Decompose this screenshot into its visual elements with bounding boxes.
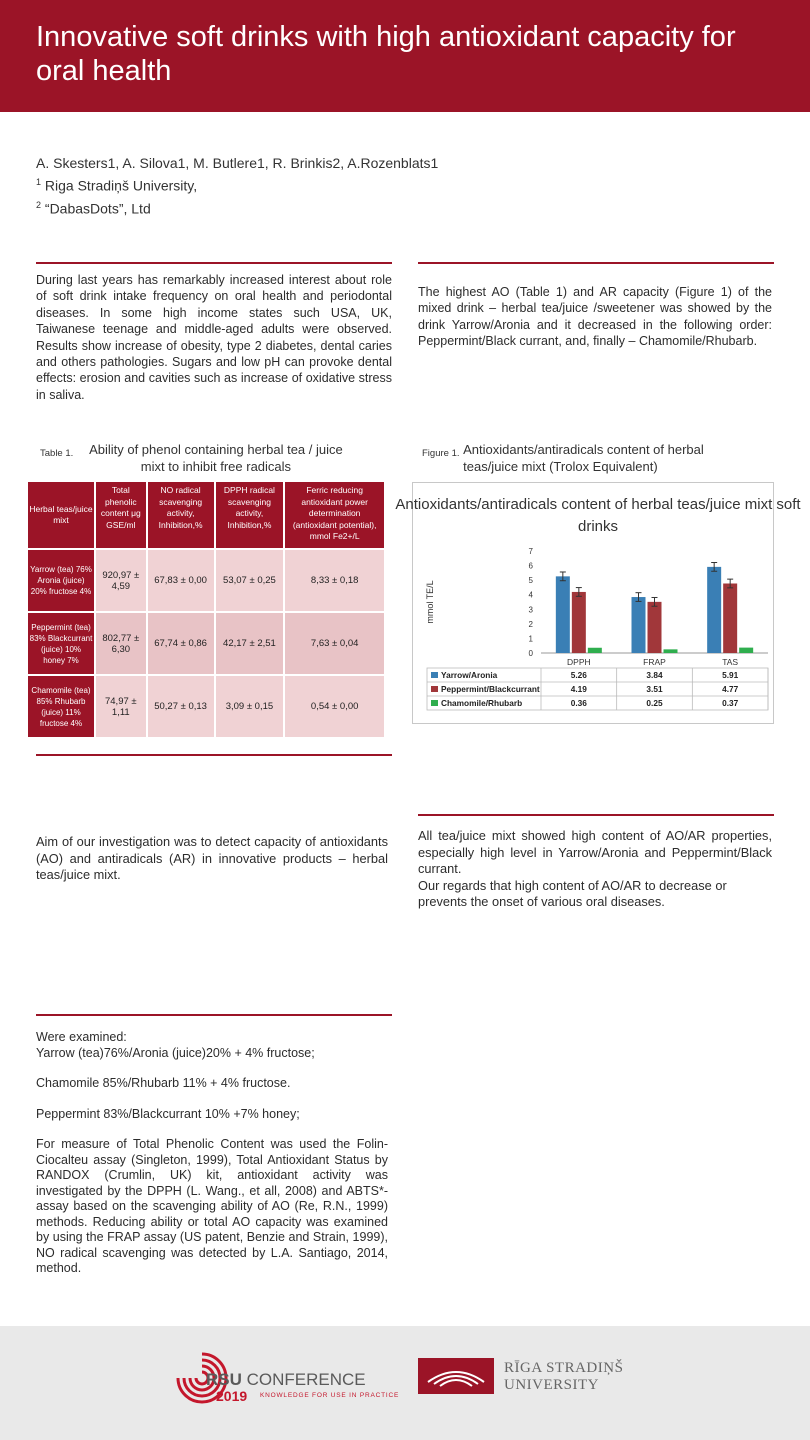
section-divider — [36, 754, 392, 756]
table-1 — [26, 480, 386, 739]
legend-series-name: Yarrow/Aronia — [441, 670, 498, 680]
table-header-row — [28, 482, 384, 548]
legend-series-name: Peppermint/Blackcurrant — [441, 684, 540, 694]
y-tick-label: 5 — [528, 576, 533, 586]
y-tick-label: 1 — [528, 634, 533, 644]
row-label: Chamomile (tea) 85% Rhubarb (juice) 11% fructose 4% — [28, 676, 94, 737]
x-tick-label: DPPH — [567, 657, 591, 667]
y-axis-label: mmol TE/L — [425, 580, 435, 624]
header-dpph: DPPH radical scavenging activity, Inhibition,% — [216, 482, 284, 548]
section-divider — [418, 262, 774, 264]
header-herbal-mix: Herbal teas/juice mixt — [28, 482, 94, 548]
table-cell: 7,63 ± 0,04 — [285, 613, 384, 674]
chart-bar — [723, 583, 737, 653]
table-cell: 0,54 ± 0,00 — [285, 676, 384, 737]
table-row — [28, 613, 384, 674]
title-banner — [0, 0, 810, 112]
table-row — [28, 550, 384, 611]
data-label: 3.51 — [646, 684, 663, 694]
conference-tagline: KNOWLEDGE FOR USE IN PRACTICE — [260, 1392, 400, 1399]
table-cell: 67,74 ± 0,86 — [148, 613, 214, 674]
figure-1-chart — [395, 482, 801, 724]
data-label: 0.25 — [646, 698, 663, 708]
results-text: The highest AO (Table 1) and AR capacity (Figure 1) of the mixed drink – herbal tea/juice /sweetener was showed by the drink Yarrow/Aronia and it decreased in the following order: Peppermint/Black currant, and, finally – Chamomile/Rhubarb. — [418, 285, 772, 349]
conference-year: 2019 — [216, 1388, 248, 1404]
conclusion-text: Our regards that high content of AO/AR to decrease or prevents the onset of various oral diseases. — [418, 877, 727, 910]
author-names: A. Skesters1, A. Silova1, M. Butlere1, R. Brinkis2, A.Rozenblats1 — [36, 155, 439, 171]
data-label: 4.77 — [722, 684, 739, 694]
table-cell: 802,77 ± 6,30 — [96, 613, 146, 674]
y-tick-label: 4 — [528, 590, 533, 600]
methods-line: Chamomile 85%/Rhubarb 11% + 4% fructose. — [36, 1076, 291, 1090]
table-cell: 50,27 ± 0,13 — [148, 676, 214, 737]
x-tick-label: TAS — [722, 657, 739, 667]
chart-bar — [707, 567, 721, 653]
table-cell: 67,83 ± 0,00 — [148, 550, 214, 611]
chart-bar — [556, 576, 570, 653]
methods-body: For measure of Total Phenolic Content was used the Folin-Ciocalteu assay (Singleton, 1999), Total Antioxidant Status by RANDOX (Crumlin, UK) kit, antioxidant activity was investigated by the DPPH (L. Wang., et all, 2008) and ABTS*- assay based on the scavenging ability of AO (Re, R.N., 1999) methods. Reducing ability or total AO capacity was examined by using the FRAP assay (US patent, Benzie and Strain, 1999), NO radical scavenging was detected by L.A. Santiago, 2014, method. — [36, 1137, 388, 1275]
affiliation-1: $^1$ Riga Stradiņš University, — [36, 177, 198, 194]
legend-swatch — [431, 686, 438, 692]
university-name: RĪGA STRADIŅŠ UNIVERSITY — [504, 1360, 624, 1393]
chart-bar — [632, 597, 646, 653]
table-cell: 53,07 ± 0,25 — [216, 550, 284, 611]
data-label: 0.36 — [570, 698, 587, 708]
section-divider — [36, 262, 392, 264]
row-label: Peppermint (tea) 83% Blackcurrant (juice) 10% honey 7% — [28, 613, 94, 674]
conclusion-text: All tea/juice mixt showed high content of AO/AR properties, especially high level in Yarrow/Aronia and Peppermint/Black currant. — [418, 828, 772, 877]
affiliation-2: $^2$ “DabasDots”, Ltd — [36, 199, 151, 217]
table-cell: 74,97 ± 1,11 — [96, 676, 146, 737]
data-label: 4.19 — [570, 684, 587, 694]
table-cell: 8,33 ± 0,18 — [285, 550, 384, 611]
x-tick-label: FRAP — [643, 657, 666, 667]
y-tick-label: 3 — [528, 605, 533, 615]
bar-chart — [395, 483, 801, 723]
aim-text: Aim of our investigation was to detect capacity of antioxidants (AO) and antiradicals (AR) in innovative products – herbal teas/juice mixt. — [36, 834, 388, 883]
data-label: 3.84 — [646, 670, 663, 680]
methods-block — [36, 1030, 388, 1277]
legend-series-name: Chamomile/Rhubarb — [441, 698, 523, 708]
figure1-tag: Figure 1. — [422, 448, 460, 459]
table-cell: 920,97 ± 4,59 — [96, 550, 146, 611]
conclusions-block — [418, 828, 772, 911]
row-label: Yarrow (tea) 76% Aronia (juice) 20% fructose 4% — [28, 550, 94, 611]
header-ferric: Ferric reducing antioxidant power determination (antioxidant potential), mmol Fe2+/L — [285, 482, 384, 548]
figure1-caption: Figure 1. Antioxidants/antiradicals content of herbal teas/juice mixt (Trolox Equivalent) — [422, 442, 704, 474]
footer — [0, 1326, 810, 1440]
chart-title: Antioxidants/antiradicals content of herbal teas/juice mixt soft — [395, 496, 801, 513]
table1-tag: Table 1. — [40, 448, 74, 459]
table-cell: 3,09 ± 0,15 — [216, 676, 284, 737]
chart-bar — [664, 649, 678, 653]
table1-caption: Table 1. Ability of phenol containing herbal tea / juice mixt to inhibit free radicals — [40, 442, 343, 474]
authors-block — [36, 154, 438, 218]
section-divider — [418, 814, 774, 816]
y-tick-label: 2 — [528, 619, 533, 629]
legend-swatch — [431, 700, 438, 706]
chart-bar — [572, 592, 586, 653]
section-divider — [36, 1014, 392, 1016]
data-label: 5.91 — [722, 670, 739, 680]
conference-name: RSU CONFERENCE — [206, 1370, 366, 1389]
table-row — [28, 676, 384, 737]
chart-bar — [739, 648, 753, 653]
y-tick-label: 6 — [528, 561, 533, 571]
y-tick-label: 7 — [528, 547, 533, 556]
university-logo-icon — [418, 1358, 494, 1394]
chart-bar — [588, 648, 602, 653]
header-total-phenolic: Total phenolic content μg GSE/ml — [96, 482, 146, 548]
poster-title: Innovative soft drinks with high antioxidant capacity for oral health — [36, 21, 736, 87]
chart-title: drinks — [577, 518, 619, 535]
chart-bar — [648, 602, 662, 653]
methods-line: Yarrow (tea)76%/Aronia (juice)20% + 4% fructose; — [36, 1045, 315, 1060]
data-label: 0.37 — [722, 698, 739, 708]
y-tick-label: 0 — [528, 649, 533, 658]
table-cell: 42,17 ± 2,51 — [216, 613, 284, 674]
methods-line: Were examined: — [36, 1030, 127, 1044]
header-no-radical: NO radical scavenging activity, Inhibition,% — [148, 482, 214, 548]
data-label: 5.26 — [570, 670, 587, 680]
methods-line: Peppermint 83%/Blackcurrant 10% +7% honey; — [36, 1106, 300, 1121]
legend-swatch — [431, 672, 438, 678]
introduction-text: During last years has remarkably increased interest about role of soft drink intake frequency on oral health and periodontal diseases. In some high income states such USA, UK, Taiwanese teenage and middle-aged adults were observed. Results show increase of obesity, type 2 diabetes, dental caries and others pathologies. Sugars and low pH can provoke dental effects: erosion and cavities such as increase of oxidative stress in saliva. — [36, 273, 392, 402]
